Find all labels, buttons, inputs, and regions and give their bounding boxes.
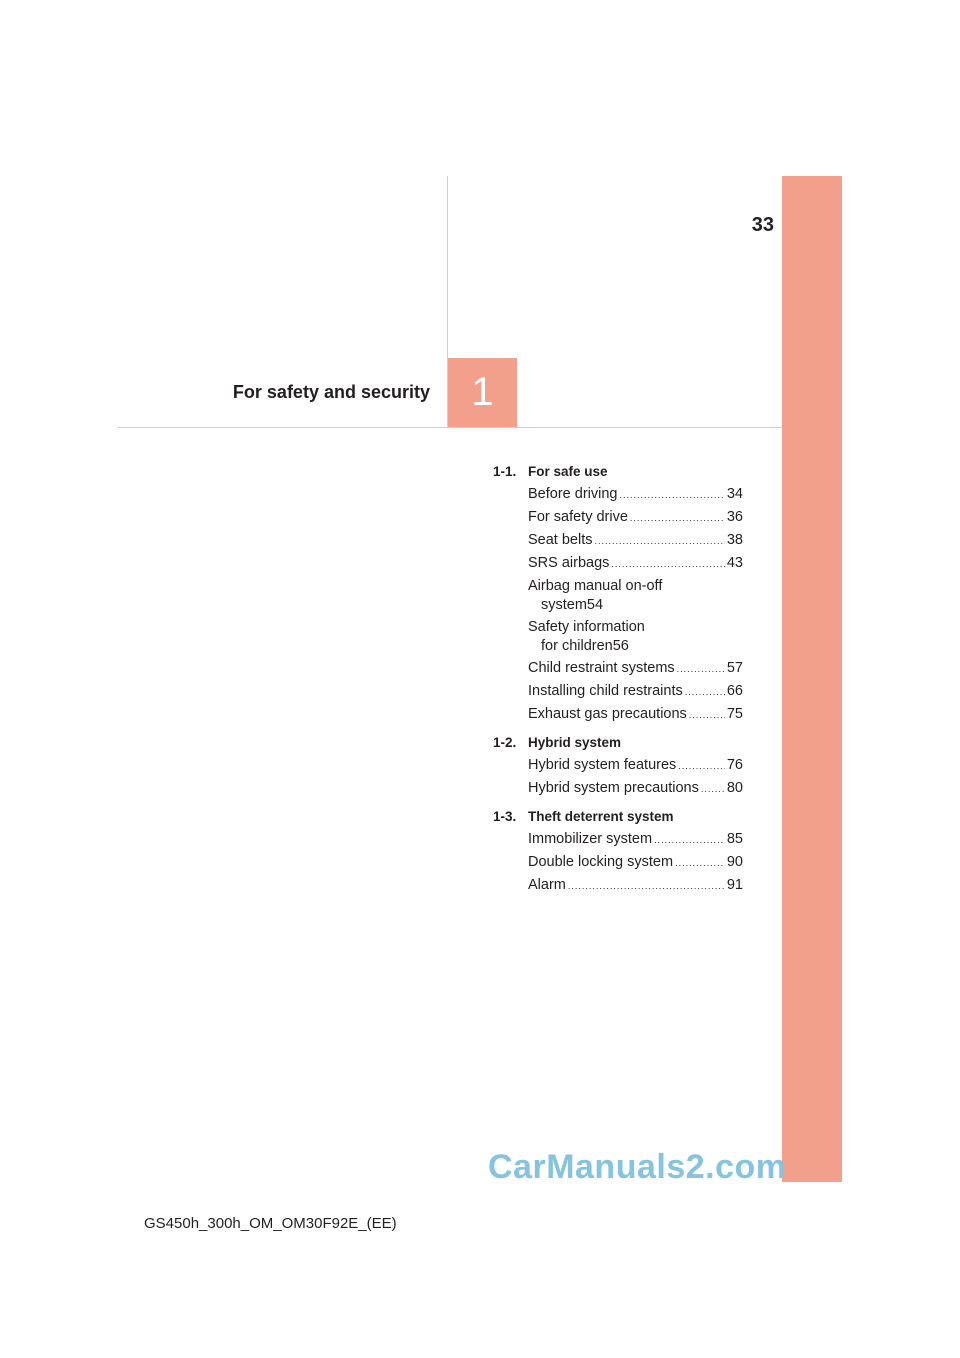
- toc-entry-label-continued: system: [541, 597, 587, 613]
- toc-leader-dots: [685, 683, 725, 702]
- toc-entry[interactable]: [493, 577, 743, 615]
- chapter-thumb-tab: [782, 176, 842, 1182]
- toc-entry[interactable]: [493, 659, 743, 679]
- toc-entry-page: 36: [726, 509, 743, 525]
- toc-section-number: 1-1.: [493, 463, 517, 479]
- toc-leader-dots: [701, 780, 725, 799]
- toc-entry-page: 90: [726, 854, 743, 870]
- toc-section: [493, 460, 743, 725]
- toc-entry[interactable]: [493, 853, 743, 873]
- toc-entry[interactable]: [493, 779, 743, 799]
- toc-entry-page: 66: [726, 683, 743, 699]
- toc-section-number: 1-2.: [493, 734, 517, 750]
- toc-section-heading: [493, 805, 743, 827]
- toc-leader-dots: [677, 660, 725, 679]
- toc-entry-page: 76: [726, 757, 743, 773]
- toc-leader-dots: [619, 486, 724, 505]
- toc-entry[interactable]: [493, 682, 743, 702]
- toc-entry[interactable]: [493, 876, 743, 896]
- toc-entry-page: 43: [726, 555, 743, 571]
- toc-leader-dots: [689, 706, 725, 725]
- toc-leader-dots: [678, 757, 725, 776]
- toc-entry-page: 57: [726, 660, 743, 676]
- toc-entry-label: Child restraint systems: [528, 660, 675, 676]
- toc-section-title: For safe use: [528, 463, 608, 479]
- watermark-logo: CarManuals2.com: [488, 1148, 787, 1186]
- toc-section-title: Theft deterrent system: [528, 808, 674, 824]
- toc-entry-page: 56: [612, 638, 629, 654]
- toc-entry-label: Installing child restraints: [528, 683, 683, 699]
- toc-entry-label: Immobilizer system: [528, 831, 653, 847]
- document-code: GS450h_300h_OM_OM30F92E_(EE): [144, 1215, 397, 1232]
- chapter-title: For safety and security: [232, 382, 430, 402]
- toc-entry[interactable]: [493, 508, 743, 528]
- toc-entry-page: 91: [726, 877, 743, 893]
- toc-section: [493, 731, 743, 799]
- toc-entry-page: 80: [726, 780, 743, 796]
- toc-section-heading: [493, 460, 743, 482]
- toc-leader-dots: [568, 877, 725, 896]
- toc-entry-label: Exhaust gas precautions: [528, 706, 687, 722]
- toc-entry[interactable]: [493, 485, 743, 505]
- toc-section: [493, 805, 743, 896]
- toc-entry-page: 34: [726, 486, 743, 502]
- toc-entry[interactable]: [493, 705, 743, 725]
- toc-section-heading: [493, 731, 743, 753]
- toc-entry[interactable]: [493, 554, 743, 574]
- toc-section-title: Hybrid system: [528, 734, 622, 750]
- page-number: 33: [751, 214, 774, 236]
- horizontal-rule: [118, 427, 782, 428]
- toc-entry-page: 75: [726, 706, 743, 722]
- toc-entry-label: Seat belts: [528, 532, 593, 548]
- toc-entry-label: Alarm: [528, 877, 566, 893]
- chapter-number-box: 1: [448, 358, 517, 427]
- toc-entry[interactable]: [493, 756, 743, 776]
- toc-entry-label: Before driving: [528, 486, 618, 502]
- table-of-contents: [493, 460, 743, 902]
- toc-entry-label-continued: for children: [541, 638, 613, 654]
- toc-entry[interactable]: [493, 618, 743, 656]
- toc-entry[interactable]: [493, 830, 743, 850]
- toc-entry-label: For safety drive: [528, 509, 628, 525]
- toc-entry[interactable]: [493, 531, 743, 551]
- toc-leader-dots: [595, 532, 725, 551]
- toc-entry-label: Airbag manual on-off: [528, 578, 663, 594]
- toc-leader-dots: [675, 854, 725, 873]
- toc-entry-page: 85: [726, 831, 743, 847]
- toc-entry-label: Double locking system: [528, 854, 674, 870]
- toc-entry-page: 38: [726, 532, 743, 548]
- toc-entry-label: Safety information: [528, 619, 645, 635]
- toc-entry-label: Hybrid system features: [528, 757, 677, 773]
- toc-entry-page: 54: [586, 597, 604, 613]
- toc-leader-dots: [611, 555, 724, 574]
- toc-entry-label: SRS airbags: [528, 555, 610, 571]
- toc-leader-dots: [654, 831, 725, 850]
- toc-leader-dots: [630, 509, 725, 528]
- toc-entry-label: Hybrid system precautions: [528, 780, 699, 796]
- toc-section-number: 1-3.: [493, 808, 517, 824]
